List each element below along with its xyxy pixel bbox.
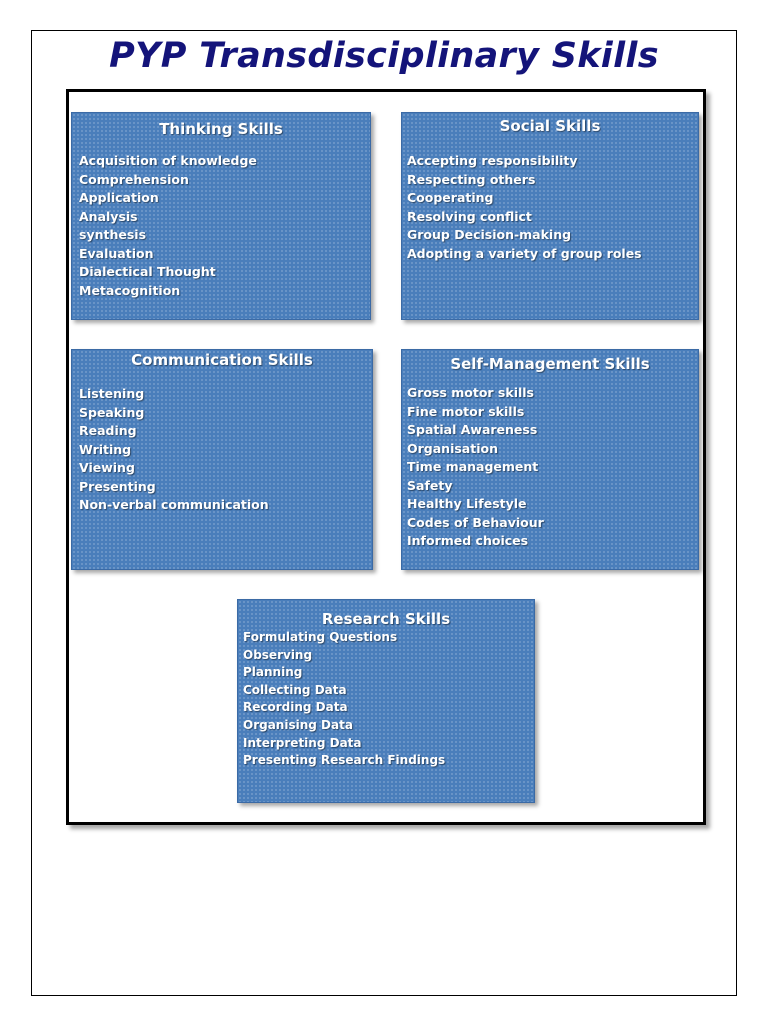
list-item: Organising Data: [243, 717, 353, 732]
list-item: Resolving conflict: [407, 208, 532, 224]
social-skills-title: Social Skills: [499, 117, 601, 135]
page-title: PYP Transdisciplinary Skills: [109, 36, 659, 76]
list-item: Planning: [243, 665, 303, 680]
list-item: Observing: [243, 647, 313, 662]
list-item: Non-verbal communication: [79, 497, 269, 512]
list-item: Informed choices: [407, 533, 529, 548]
list-item: Presenting Research Findings: [243, 753, 446, 768]
list-item: Formulating Questions: [243, 630, 398, 644]
list-item: Adopting a variety of group roles: [407, 245, 642, 261]
list-item: Listening: [79, 386, 145, 401]
list-item: Recording Data: [243, 700, 348, 715]
list-item: Dialectical Thought: [79, 264, 216, 279]
list-item: Healthy Lifestyle: [407, 496, 527, 511]
communication-skills-box: [71, 349, 373, 570]
list-item: Interpreting Data: [243, 735, 362, 750]
list-item: Presenting: [79, 478, 156, 494]
thinking-skills-title: Thinking Skills: [159, 120, 283, 138]
communication-skills-title: Communication Skills: [131, 351, 313, 369]
list-item: Application: [79, 190, 159, 205]
research-skills-box: [237, 599, 535, 803]
communication-skills-list: [72, 370, 372, 515]
thinking-skills-box: [71, 112, 371, 320]
list-item: Writing: [79, 441, 132, 457]
research-skills-title: Research Skills: [321, 610, 451, 628]
list-item: Accepting responsibility: [407, 153, 578, 168]
list-item: Organisation: [407, 440, 498, 456]
list-item: Codes of Behaviour: [407, 514, 544, 530]
list-item: Analysis: [79, 208, 138, 224]
list-item: Safety: [407, 477, 453, 493]
list-item: Comprehension: [79, 171, 189, 187]
list-item: Time management: [407, 459, 539, 474]
list-item: Group Decision-making: [407, 227, 572, 242]
list-item: Speaking: [79, 404, 145, 420]
list-item: Acquisition of knowledge: [79, 153, 257, 168]
list-item: Viewing: [79, 460, 135, 475]
research-skills-list: [238, 629, 534, 770]
list-item: Spatial Awareness: [407, 422, 538, 437]
list-item: Respecting others: [407, 171, 536, 187]
list-item: Cooperating: [407, 190, 494, 205]
list-item: Reading: [79, 423, 137, 438]
list-item: synthesis: [79, 227, 147, 242]
list-item: Collecting Data: [243, 682, 347, 697]
thinking-skills-list: [72, 139, 370, 300]
list-item: Fine motor skills: [407, 403, 525, 419]
social-skills-box: [401, 112, 699, 320]
social-skills-list: [402, 136, 698, 263]
list-item: Evaluation: [79, 245, 154, 261]
list-item: Gross motor skills: [407, 385, 534, 400]
self-management-skills-list: [402, 374, 698, 551]
self-management-skills-box: [401, 349, 699, 570]
self-management-skills-title: Self-Management Skills: [450, 355, 650, 373]
list-item: Metacognition: [79, 282, 181, 298]
